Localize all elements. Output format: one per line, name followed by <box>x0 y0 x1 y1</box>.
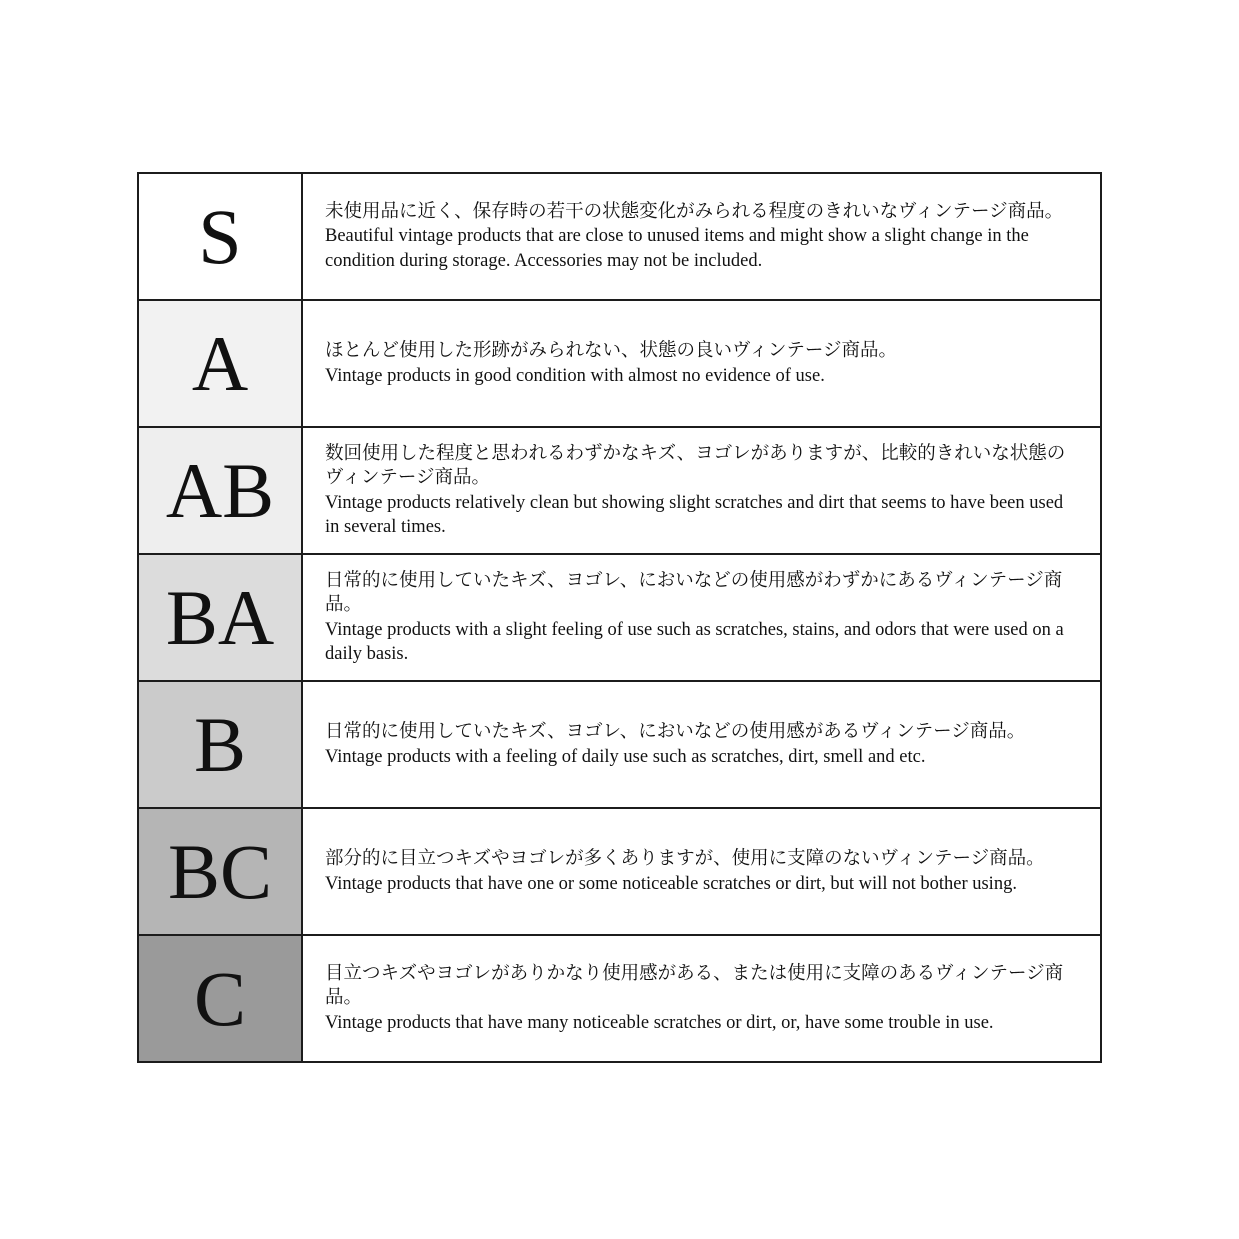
grade-cell-bc <box>139 809 303 934</box>
description-english: Beautiful vintage products that are close to unused items and might show a slight change in the condition during storage. Accessories may not be included. <box>325 226 1029 271</box>
grade-letter: B <box>193 700 247 788</box>
description-english: Vintage products relatively clean but showing slight scratches and dirt that seems to have been used in several times. <box>325 492 1064 537</box>
grade-cell-s <box>139 174 303 299</box>
description-japanese: 部分的に目立つキズやヨゴレが多くありますが、使用に支障のないヴィンテージ商品。 <box>325 849 1045 870</box>
grade-cell-a <box>139 301 303 426</box>
grade-letter: A <box>191 319 249 407</box>
grade-description-cell <box>303 301 1100 426</box>
grade-description-cell <box>303 682 1100 807</box>
description-english: Vintage products with a slight feeling of use such as scratches, stains, and odors that were used on a daily basis. <box>325 619 1064 664</box>
grade-description-cell <box>303 428 1100 553</box>
table-row <box>139 807 1100 934</box>
grade-letter: S <box>198 192 242 280</box>
description-japanese: ほとんど使用した形跡がみられない、状態の良いヴィンテージ商品。 <box>325 341 898 362</box>
table-row <box>139 174 1100 299</box>
description-english: Vintage products with a feeling of daily use such as scratches, dirt, smell and etc. <box>325 746 926 767</box>
table-row <box>139 553 1100 680</box>
grade-cell-b <box>139 682 303 807</box>
table-row <box>139 680 1100 807</box>
condition-grade-table <box>137 172 1102 1063</box>
grade-letter: C <box>193 954 247 1042</box>
grade-description-cell <box>303 809 1100 934</box>
description-japanese: 日常的に使用していたキズ、ヨゴレ、においなどの使用感があるヴィンテージ商品。 <box>325 722 1026 743</box>
description-japanese: 目立つキズやヨゴレがありかなり使用感がある、または使用に支障のあるヴィンテージ商品。 <box>325 963 1064 1009</box>
description-japanese: 数回使用した程度と思われるわずかなキズ、ヨゴレがありますが、比較的きれいな状態のヴィンテージ商品。 <box>325 443 1066 489</box>
description-english: Vintage products that have one or some noticeable scratches or dirt, but will not bother using. <box>325 873 1017 894</box>
grade-cell-ba <box>139 555 303 680</box>
grade-description-cell <box>303 936 1100 1061</box>
grade-cell-c <box>139 936 303 1061</box>
description-english: Vintage products in good condition with almost no evidence of use. <box>325 365 825 386</box>
description-japanese: 未使用品に近く、保存時の若干の状態変化がみられる程度のきれいなヴィンテージ商品。 <box>325 201 1064 222</box>
grade-cell-ab <box>139 428 303 553</box>
description-japanese: 日常的に使用していたキズ、ヨゴレ、においなどの使用感がわずかにあるヴィンテージ商品。 <box>325 570 1063 616</box>
table-row <box>139 299 1100 426</box>
grade-description-cell <box>303 174 1100 299</box>
grade-letter: BC <box>167 827 273 915</box>
grade-letter: BA <box>165 573 275 661</box>
grade-letter: AB <box>165 446 275 534</box>
table-row <box>139 934 1100 1061</box>
description-english: Vintage products that have many noticeable scratches or dirt, or, have some trouble in use. <box>325 1012 994 1033</box>
grade-description-cell <box>303 555 1100 680</box>
table-row <box>139 426 1100 553</box>
